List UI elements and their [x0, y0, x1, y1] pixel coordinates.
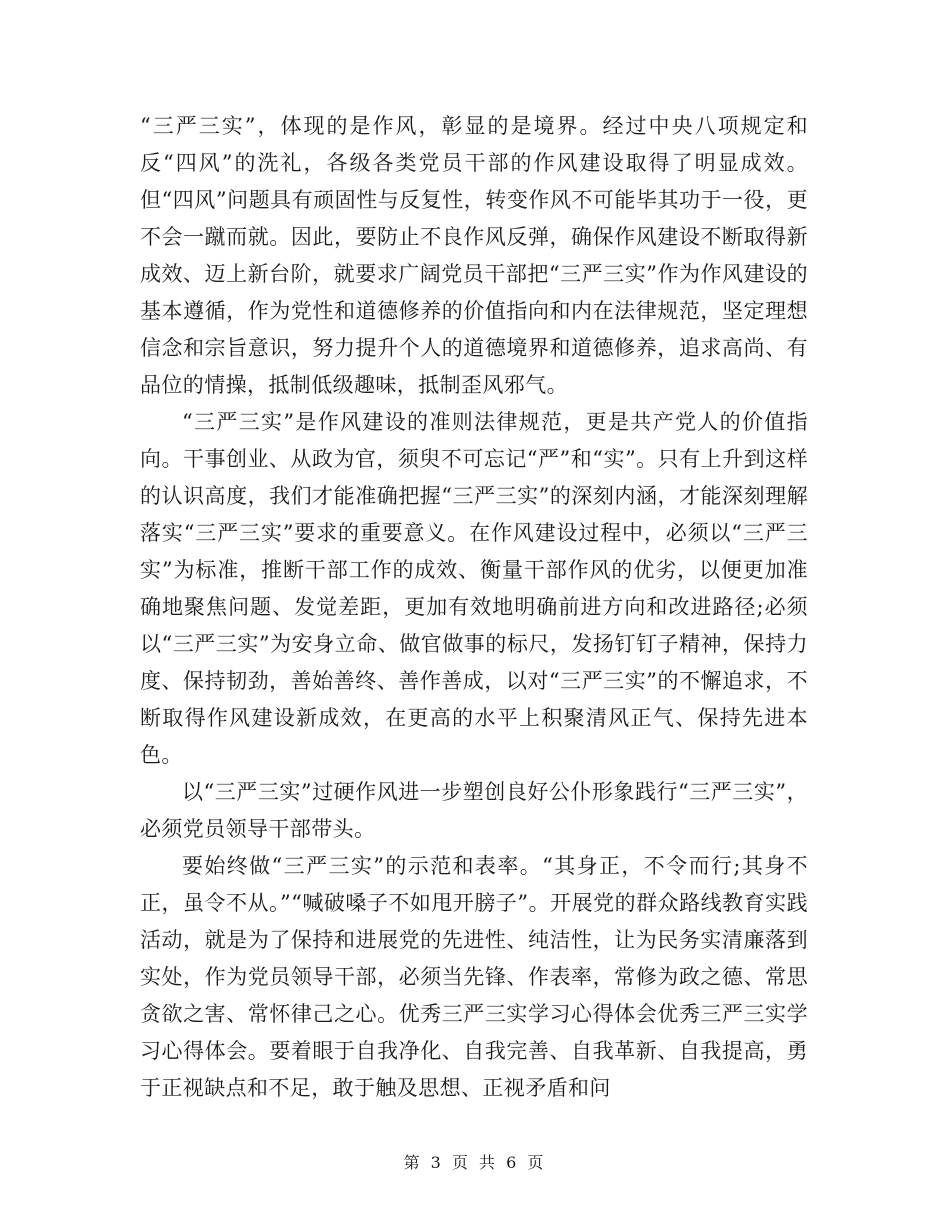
paragraph-3: 以“三严三实”过硬作风进一步塑创良好公仆形象践行“三严三实”，必须党员领导干部带头。	[140, 780, 808, 841]
paragraph-4: 要始终做“三严三实”的示范和表率。“其身正，不令而行;其身不正，虽令不从。”“喊破嗓子不如甩开膀子”。开展党的群众路线教育实践活动，就是为了保持和进展党的先进性、纯洁性，让为民务实清廉落到实处，作为党员领导干部，必须当先锋、作表率，常修为政之德、常思贪欲之害、常怀律己之心。优秀三严三实学习心得体会优秀三严三实学习心得体会。要着眼于自我净化、自我完善、自我革新、自我提高，勇于正视缺点和不足，敢于触及思想、正视矛盾和问	[140, 854, 808, 1100]
paragraph-2: “三严三实”是作风建设的准则法律规范，更是共产党人的价值指向。干事创业、从政为官，须臾不可忘记“严”和“实”。只有上升到这样的认识高度，我们才能准确把握“三严三实”的深刻内涵，才能深刻理解落实“三严三实”要求的重要意义。在作风建设过程中，必须以“三严三实”为标准，推断干部工作的成效、衡量干部作风的优劣，以便更加准确地聚焦问题、发觉差距，更加有效地明确前进方向和改进路径;必须以“三严三实”为安身立命、做官做事的标尺，发扬钉钉子精神，保持力度、保持韧劲，善始善终、善作善成，以对“三严三实”的不懈追求，不断取得作风建设新成效，在更高的水平上积聚清风正气、保持先进本色。	[140, 410, 808, 767]
paragraph-1: “三严三实”，体现的是作风，彰显的是境界。经过中央八项规定和反“四风”的洗礼，各级各类党员干部的作风建设取得了明显成效。但“四风”问题具有顽固性与反复性，转变作风不可能毕其功于一役，更不会一蹴而就。因此，要防止不良作风反弹，确保作风建设不断取得新成效、迈上新台阶，就要求广阔党员干部把“三严三实”作为作风建设的基本遵循，作为党性和道德修养的价值指向和内在法律规范，坚定理想信念和宗旨意识，努力提升个人的道德境界和道德修养，追求高尚、有品位的情操，抵制低级趣味，抵制歪风邪气。	[140, 114, 808, 397]
body-text	[140, 108, 808, 1107]
page-number-footer: 第 3 页 共 6 页	[403, 1153, 547, 1172]
